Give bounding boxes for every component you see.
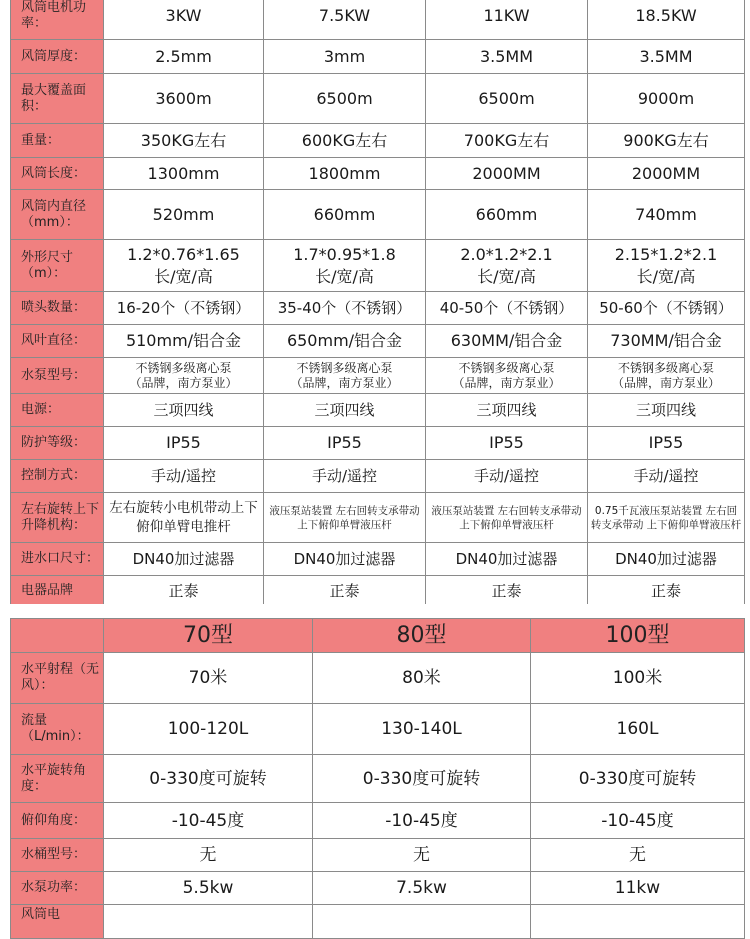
table-row (11, 124, 745, 158)
cell: 100-120L (104, 704, 313, 755)
cell-line: 不锈钢多级离心泵 (617, 360, 714, 375)
cell: 160L (531, 704, 745, 755)
cell: 2000MM (588, 158, 745, 190)
cell-line: （品牌，南方泵业） (290, 375, 399, 390)
cell: 正泰 (264, 576, 426, 607)
cell-line: （品牌，南方泵业） (452, 375, 561, 390)
table-row (11, 755, 745, 803)
cell-line: 不锈钢多级离心泵 (135, 360, 232, 375)
cell: 3.5MM (426, 40, 588, 74)
cell: 2000MM (426, 158, 588, 190)
cell: 70米 (104, 653, 313, 704)
cell: 正泰 (104, 576, 264, 607)
cell: 700KG左右 (426, 124, 588, 158)
row-label: 进水口尺寸： (11, 543, 104, 576)
row-label: 风叶直径： (11, 325, 104, 358)
cell-line: 长/宽/高 (315, 266, 374, 286)
cell: DN40加过滤器 (104, 543, 264, 576)
table-row (11, 839, 745, 872)
cell-line: 1.7*0.95*1.8 (293, 244, 396, 264)
row-label: 风筒电机功率： (11, 0, 104, 40)
cell: 18.5KW (588, 0, 745, 40)
cell (588, 240, 745, 292)
cell-line: 1.2*0.76*1.65 (127, 244, 240, 264)
cell: 2.5mm (104, 40, 264, 74)
table-row (11, 460, 745, 493)
cell: IP55 (104, 427, 264, 460)
cell: 正泰 (426, 576, 588, 607)
cell: 正泰 (588, 576, 745, 607)
cell: 1800mm (264, 158, 426, 190)
cell: 9000m (588, 74, 745, 124)
cell: 35-40个（不锈钢） (264, 292, 426, 325)
table-row (11, 74, 745, 124)
row-label: 控制方式： (11, 460, 104, 493)
table-row (11, 394, 745, 427)
row-label: 水桶型号： (11, 839, 104, 872)
cell: 液压泵站装置 左右回转支承带动 上下俯仰单臂液压杆 (264, 493, 426, 543)
cell: 3KW (104, 0, 264, 40)
spec-table-lower (10, 618, 745, 939)
cell (426, 240, 588, 292)
cell: 660mm (264, 190, 426, 240)
cell: IP55 (588, 427, 745, 460)
table-row (11, 0, 745, 40)
cell: IP55 (264, 427, 426, 460)
table-row (11, 493, 745, 543)
row-label: 电器品牌 (11, 576, 104, 607)
cell-line: 长/宽/高 (636, 266, 696, 286)
cell: 无 (313, 839, 531, 872)
cell: 650mm/铝合金 (264, 325, 426, 358)
cell: 3600m (104, 74, 264, 124)
model-header: 80型 (313, 619, 531, 653)
table-row (11, 40, 745, 74)
table-gap (0, 604, 750, 618)
cell: 660mm (426, 190, 588, 240)
cell: 手动/遥控 (104, 460, 264, 493)
table-row (11, 905, 745, 939)
cell: 5.5kw (104, 872, 313, 905)
cell-line: （品牌，南方泵业） (611, 375, 720, 390)
cell: 无 (104, 839, 313, 872)
cell: 7.5kw (313, 872, 531, 905)
cell (588, 358, 745, 394)
cell: 600KG左右 (264, 124, 426, 158)
cell: 11KW (426, 0, 588, 40)
cell: 40-50个（不锈钢） (426, 292, 588, 325)
cell: 手动/遥控 (426, 460, 588, 493)
cell: -10-45度 (531, 803, 745, 839)
cell: -10-45度 (313, 803, 531, 839)
cell: 6500m (264, 74, 426, 124)
cell: 350KG左右 (104, 124, 264, 158)
cell: 80米 (313, 653, 531, 704)
table-row (11, 190, 745, 240)
cell: 16-20个（不锈钢） (104, 292, 264, 325)
cell: 100米 (531, 653, 745, 704)
table-row (11, 576, 745, 607)
cell: 三项四线 (264, 394, 426, 427)
cell: 740mm (588, 190, 745, 240)
cell: 11kw (531, 872, 745, 905)
cell: 0.75千瓦液压泵站装置 左右回转支承带动 上下俯仰单臂液压杆 (588, 493, 745, 543)
cell: 手动/遥控 (264, 460, 426, 493)
cell: 630MM/铝合金 (426, 325, 588, 358)
cell: 三项四线 (104, 394, 264, 427)
cell: 7.5KW (264, 0, 426, 40)
cell (104, 358, 264, 394)
row-label: 水泵功率： (11, 872, 104, 905)
cell (531, 905, 745, 939)
row-label: 电源： (11, 394, 104, 427)
table-row (11, 292, 745, 325)
cell-line: 不锈钢多级离心泵 (458, 360, 555, 375)
row-label: 外形尺寸（m）： (11, 240, 104, 292)
cell (426, 358, 588, 394)
table-row (11, 325, 745, 358)
table-row (11, 240, 745, 292)
row-label: 风筒电 (11, 905, 104, 939)
row-label: 风筒长度： (11, 158, 104, 190)
table-row (11, 427, 745, 460)
cell: 510mm/铝合金 (104, 325, 264, 358)
row-label: 风筒内直径（mm）： (11, 190, 104, 240)
header-row (11, 619, 745, 653)
table-row (11, 803, 745, 839)
cell: DN40加过滤器 (264, 543, 426, 576)
cell-line: 不锈钢多级离心泵 (296, 360, 393, 375)
cell: 液压泵站装置 左右回转支承带动 上下俯仰单臂液压杆 (426, 493, 588, 543)
cell-line: 2.0*1.2*2.1 (460, 244, 553, 264)
cell: 900KG左右 (588, 124, 745, 158)
row-label: 左右旋转上下升降机构： (11, 493, 104, 543)
cell-line: 长/宽/高 (154, 266, 213, 286)
table-row (11, 653, 745, 704)
cell: -10-45度 (104, 803, 313, 839)
table-row (11, 704, 745, 755)
model-header: 100型 (531, 619, 745, 653)
cell: 6500m (426, 74, 588, 124)
row-label: 水平旋转角度： (11, 755, 104, 803)
cell: 3.5MM (588, 40, 745, 74)
cell (313, 905, 531, 939)
cell: 3mm (264, 40, 426, 74)
table-row (11, 158, 745, 190)
cell (104, 240, 264, 292)
cell-line: 2.15*1.2*2.1 (614, 244, 718, 264)
cell (264, 358, 426, 394)
table-row (11, 543, 745, 576)
cell: 手动/遥控 (588, 460, 745, 493)
row-label: 流量（L/min）： (11, 704, 104, 755)
table-row (11, 872, 745, 905)
row-label: 防护等级： (11, 427, 104, 460)
row-label: 喷头数量： (11, 292, 104, 325)
cell-line: （品牌，南方泵业） (129, 375, 238, 390)
table-row (11, 358, 745, 394)
cell: 三项四线 (426, 394, 588, 427)
cell (104, 905, 313, 939)
cell: 左右旋转小电机带动上下俯仰单臂电推杆 (104, 493, 264, 543)
header-corner (11, 619, 104, 653)
spec-table-upper (10, 0, 745, 607)
row-label: 俯仰角度： (11, 803, 104, 839)
cell: 无 (531, 839, 745, 872)
cell: DN40加过滤器 (588, 543, 745, 576)
cell: 0-330度可旋转 (313, 755, 531, 803)
row-label: 水平射程（无风）： (11, 653, 104, 704)
cell: 1300mm (104, 158, 264, 190)
cell (264, 240, 426, 292)
cell: 730MM/铝合金 (588, 325, 745, 358)
row-label: 风筒厚度： (11, 40, 104, 74)
cell: 0-330度可旋转 (104, 755, 313, 803)
cell: 520mm (104, 190, 264, 240)
row-label: 最大覆盖面积： (11, 74, 104, 124)
cell: DN40加过滤器 (426, 543, 588, 576)
cell: 130-140L (313, 704, 531, 755)
row-label: 水泵型号： (11, 358, 104, 394)
cell: 三项四线 (588, 394, 745, 427)
model-header: 70型 (104, 619, 313, 653)
row-label: 重量： (11, 124, 104, 158)
cell-line: 长/宽/高 (477, 266, 536, 286)
cell: 50-60个（不锈钢） (588, 292, 745, 325)
cell: IP55 (426, 427, 588, 460)
cell: 0-330度可旋转 (531, 755, 745, 803)
